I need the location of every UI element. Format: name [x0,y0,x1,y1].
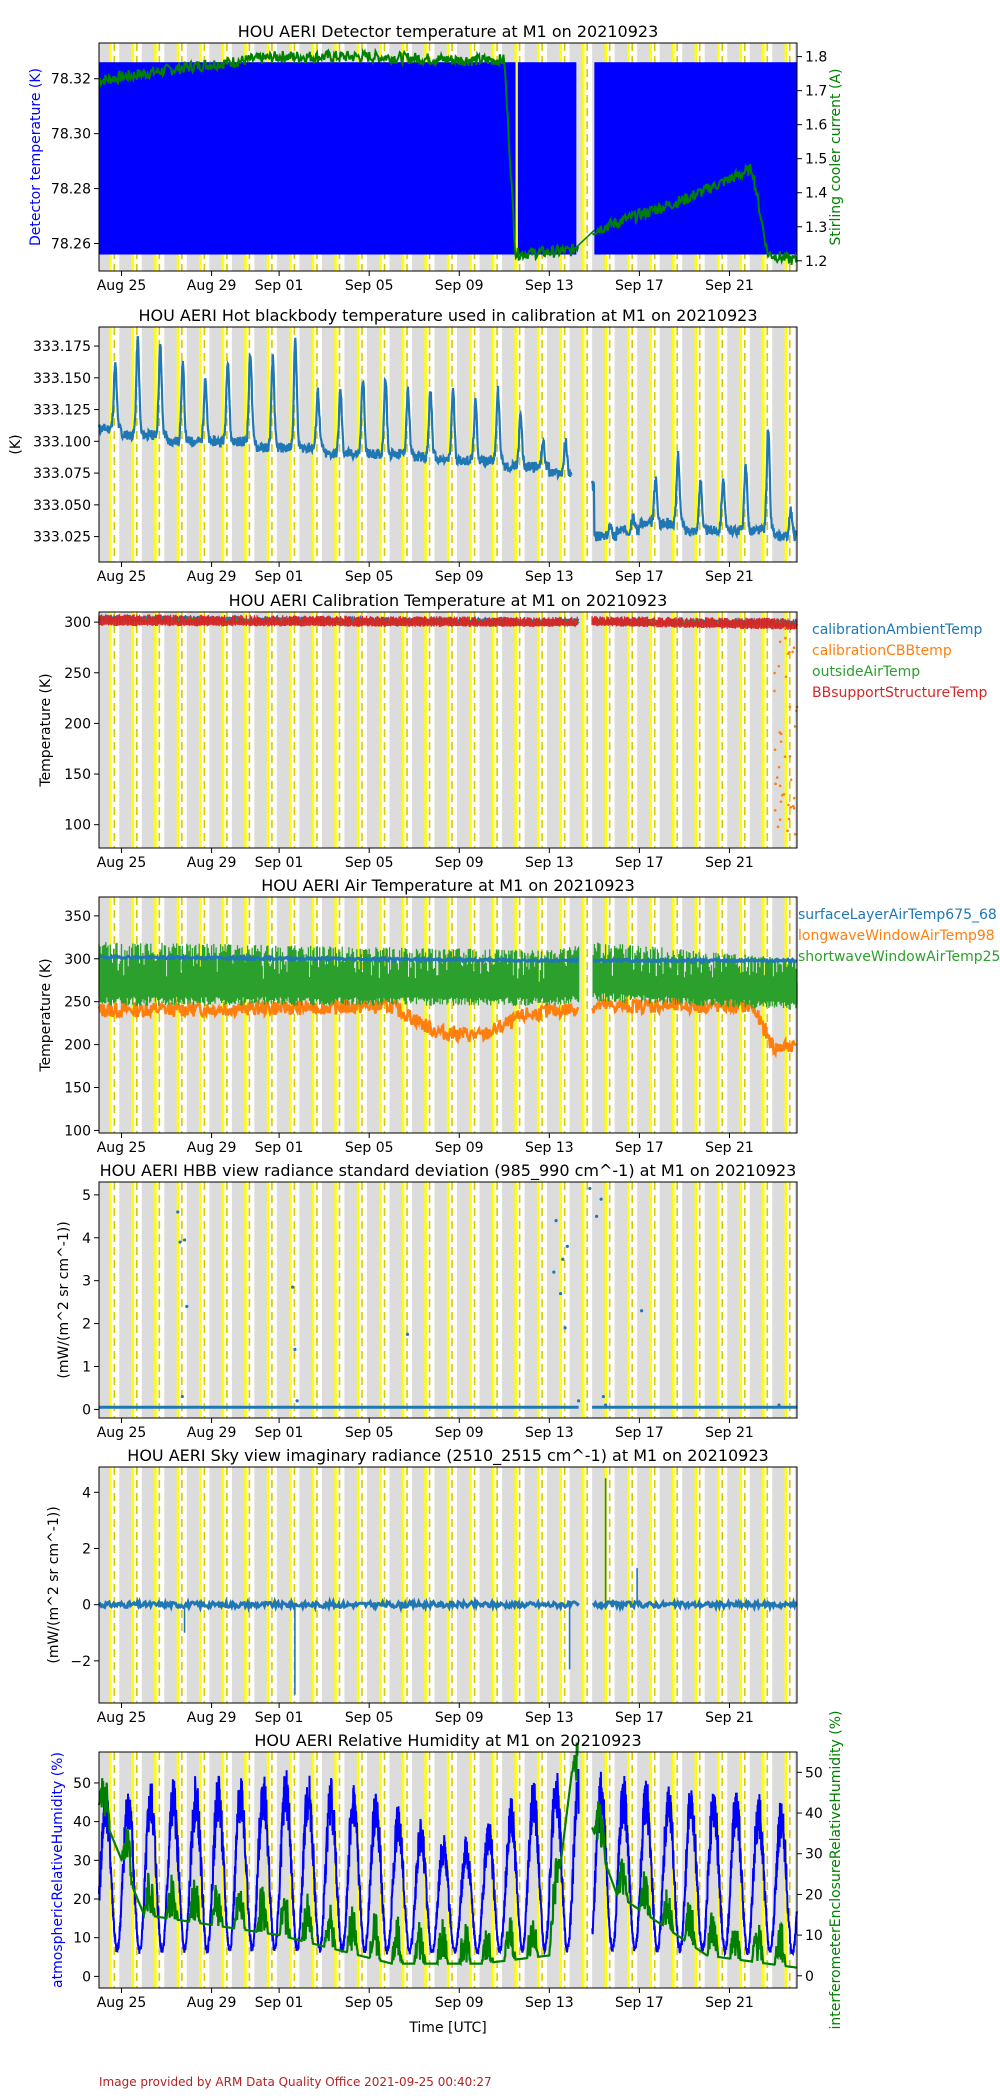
y-axis-label: atmosphericRelativeHumidity (%) [50,1752,66,1988]
y-tick-label: 150 [64,767,91,784]
y-tick-label: 250 [64,994,91,1011]
x-tick-label: Sep 09 [434,1425,484,1441]
y-tick-label: 250 [64,665,91,682]
stddev-point [293,1348,296,1351]
x-tick-label: Sep 09 [434,1140,484,1156]
stddev-point [595,1215,598,1218]
cbb-temp-point [784,637,787,640]
cbb-temp-point [781,794,784,797]
y-tick-label: 333.175 [33,339,91,356]
x-tick-label: Sep 17 [615,855,664,871]
x-tick-label: Sep 01 [254,1425,304,1441]
y2-tick-label: 1.8 [805,49,828,66]
x-tick-label: Aug 25 [96,1425,147,1441]
x-tick-label: Sep 13 [524,855,574,871]
cbb-temp-point [786,830,789,833]
x-tick-label: Sep 09 [434,855,484,871]
x-tick-label: Sep 13 [524,1140,574,1156]
x-tick-label: Aug 29 [186,1710,237,1726]
cbb-temp-point [790,806,793,809]
y-tick-label: 333.150 [33,370,91,387]
y2-tick-label: 50 [805,1765,823,1782]
x-tick-label: Sep 09 [434,278,484,294]
chart-hbb-temperature [8,306,797,585]
y-tick-label: 333.025 [33,529,91,546]
chart-title: HOU AERI HBB view radiance standard deviation (985_990 cm^-1) at M1 on 20210923 [99,1161,797,1180]
detector-temp-band [518,62,577,254]
x-tick-label: Sep 21 [705,855,754,871]
cbb-temp-point [774,748,777,751]
cbb-temp-point [778,731,781,734]
footer-credit: Image provided by ARM Data Quality Office 2021-09-25 00:40:27 [99,2075,492,2089]
stddev-point [566,1245,569,1248]
y-tick-label: 1 [82,1359,91,1376]
chart-relative-humidity [50,1711,844,2037]
x-tick-label: Sep 13 [524,278,574,294]
x-tick-label: Aug 29 [186,278,237,294]
stddev-point [176,1210,179,1213]
y-axis-label: Detector temperature (K) [28,67,44,247]
stddev-point [588,1187,591,1190]
legend-entry: surfaceLayerAirTemp675_68 [798,907,997,923]
x-tick-label: Sep 17 [615,569,664,585]
y-tick-label: 5 [82,1187,91,1204]
cbb-temp-point [787,804,790,807]
x-tick-label: Sep 09 [434,1710,484,1726]
y-tick-label: 150 [64,1080,91,1097]
cbb-temp-point [790,778,793,781]
x-tick-label: Sep 05 [344,1995,394,2011]
x-tick-label: Sep 17 [615,1710,664,1726]
y-tick-label: 200 [64,716,91,733]
x-tick-label: Sep 17 [615,278,664,294]
y-tick-label: 0 [82,1402,91,1419]
x-tick-label: Sep 21 [705,278,754,294]
chart-title: HOU AERI Detector temperature at M1 on 20210923 [237,22,659,41]
x-axis-label: Time [UTC] [409,2020,487,2036]
x-tick-label: Aug 25 [96,278,147,294]
cbb-temp-point [793,646,796,649]
y-tick-label: 333.075 [33,466,91,483]
stddev-point [178,1240,181,1243]
stddev-point [183,1238,186,1241]
chart-hbb-radiance-stddev [56,1161,797,1441]
stddev-point [777,1404,780,1407]
x-tick-label: Aug 29 [186,1995,237,2011]
y-tick-label: 300 [64,615,91,632]
chart-title: HOU AERI Air Temperature at M1 on 20210923 [261,876,635,895]
chart-detector-temperature [28,22,844,294]
cbb-temp-point [788,651,791,654]
x-tick-label: Sep 05 [344,855,394,871]
y-tick-label: 3 [82,1273,91,1290]
x-tick-label: Aug 29 [186,569,237,585]
legend-entry: calibrationAmbientTemp [812,622,983,638]
x-tick-label: Aug 29 [186,1140,237,1156]
stddev-point [296,1399,299,1402]
cbb-temp-point [793,797,796,800]
cbb-temp-point [788,818,791,821]
cbb-temp-point [779,785,782,788]
stddev-point [406,1333,409,1336]
y-tick-label: 333.050 [33,497,91,514]
y-tick-label: 333.125 [33,402,91,419]
x-tick-label: Sep 21 [705,569,754,585]
chart-title: HOU AERI Relative Humidity at M1 on 20210923 [254,1731,642,1750]
chart-title: HOU AERI Calibration Temperature at M1 on 20210923 [228,591,668,610]
cbb-temp-point [783,626,786,629]
y-tick-label: 350 [64,908,91,925]
y2-tick-label: 40 [805,1806,823,1823]
y-tick-label: 100 [64,817,91,834]
stddev-point [602,1395,605,1398]
y-tick-label: 300 [64,951,91,968]
stddev-point [600,1198,603,1201]
y-tick-label: 4 [82,1230,91,1247]
legend-entry: longwaveWindowAirTemp98 [798,928,995,944]
stddev-point [185,1305,188,1308]
y-tick-label: 100 [64,1123,91,1140]
stddev-point [554,1219,557,1222]
cbb-temp-point [784,755,787,758]
y-axis-label: (K) [8,434,24,455]
x-tick-label: Sep 21 [705,1710,754,1726]
cbb-temp-point [779,818,782,821]
stddev-point [577,1399,580,1402]
cbb-temp-point [789,706,792,709]
x-tick-label: Sep 17 [615,1140,664,1156]
y2-tick-label: 1.5 [805,151,828,168]
y-tick-label: 2 [82,1541,91,1558]
y-tick-label: 20 [73,1892,91,1909]
cbb-temp-point [793,807,796,810]
stddev-point [559,1292,562,1295]
cbb-temp-point [774,809,777,812]
x-tick-label: Sep 05 [344,278,394,294]
chart-sky-imaginary-radiance [46,1446,797,1726]
x-tick-label: Sep 09 [434,1995,484,2011]
x-tick-label: Sep 17 [615,1425,664,1441]
cbb-temp-point [791,651,794,654]
stddev-point [552,1271,555,1274]
x-tick-label: Sep 01 [254,1995,304,2011]
cbb-temp-point [778,665,781,668]
cbb-temp-point [778,766,781,769]
x-tick-label: Sep 01 [254,278,304,294]
y-axis-label: Temperature (K) [38,673,54,787]
cbb-temp-point [773,672,776,675]
cbb-temp-point [789,755,792,758]
stddev-point [291,1286,294,1289]
legend-entry: calibrationCBBtemp [812,643,952,659]
x-tick-label: Aug 25 [96,1995,147,2011]
y-tick-label: 50 [73,1775,91,1792]
x-tick-label: Sep 09 [434,569,484,585]
y2-tick-label: 20 [805,1887,823,1904]
y-tick-label: 78.30 [50,126,91,143]
x-tick-label: Sep 21 [705,1140,754,1156]
x-tick-label: Aug 25 [96,569,147,585]
x-tick-label: Sep 01 [254,1710,304,1726]
x-tick-label: Sep 05 [344,1425,394,1441]
x-tick-label: Sep 05 [344,1710,394,1726]
x-tick-label: Sep 05 [344,569,394,585]
x-tick-label: Sep 13 [524,1995,574,2011]
cbb-temp-point [779,641,782,644]
x-tick-label: Aug 25 [96,1710,147,1726]
cbb-temp-point [794,725,797,728]
x-tick-label: Sep 17 [615,1995,664,2011]
cbb-temp-point [794,833,797,836]
x-tick-label: Sep 13 [524,1425,574,1441]
cbb-temp-point [780,800,783,803]
y-tick-label: 333.100 [33,434,91,451]
detector-temp-band [594,62,797,254]
y-tick-label: 0 [82,1597,91,1614]
y2-axis-label: Stirling cooler current (A) [828,68,844,246]
cbb-temp-point [773,690,776,693]
x-tick-label: Aug 25 [96,1140,147,1156]
x-tick-label: Sep 21 [705,1995,754,2011]
legend-entry: shortwaveWindowAirTemp25 [798,949,1000,965]
y-tick-label: −2 [70,1653,91,1670]
y2-tick-label: 1.4 [805,185,828,202]
y-tick-label: 78.28 [50,181,91,198]
y-tick-label: 0 [82,1969,91,1986]
stddev-point [640,1309,643,1312]
y2-tick-label: 1.3 [805,219,828,236]
x-tick-label: Sep 01 [254,855,304,871]
y2-tick-label: 1.7 [805,83,828,100]
cbb-temp-point [780,740,783,743]
y-tick-label: 2 [82,1316,91,1333]
y-tick-label: 78.26 [50,236,91,253]
y2-tick-label: 10 [805,1928,823,1945]
x-tick-label: Sep 21 [705,1425,754,1441]
cbb-temp-point [785,675,788,678]
y-tick-label: 40 [73,1814,91,1831]
chart-title: HOU AERI Sky view imaginary radiance (2510_2515 cm^-1) at M1 on 20210923 [127,1446,769,1465]
x-tick-label: Aug 29 [186,855,237,871]
cbb-temp-point [774,783,777,786]
x-tick-label: Sep 05 [344,1140,394,1156]
y2-axis-label: interferometerEnclosureRelativeHumidity (%) [828,1710,844,2030]
y-axis-label: Temperature (K) [38,958,54,1072]
stddev-point [181,1395,184,1398]
cbb-temp-point [776,776,779,779]
chart-calibration-temperature [38,591,988,871]
chart-air-temperature [38,876,1000,1156]
detector-temp-band [99,62,516,254]
x-tick-label: Aug 25 [96,855,147,871]
y-tick-label: 78.32 [50,71,91,88]
stddev-point [563,1326,566,1329]
y2-tick-label: 30 [805,1846,823,1863]
x-tick-label: Sep 01 [254,1140,304,1156]
y-axis-label: (mW/(m^2 sr cm^-1)) [56,1221,72,1379]
y-tick-label: 4 [82,1485,91,1502]
x-tick-label: Sep 13 [524,569,574,585]
legend-entry: outsideAirTemp [812,664,921,680]
y-tick-label: 200 [64,1037,91,1054]
x-tick-label: Aug 29 [186,1425,237,1441]
y2-tick-label: 1.6 [805,117,828,134]
stddev-point [604,1404,607,1407]
y-tick-label: 30 [73,1853,91,1870]
cbb-temp-point [777,826,780,829]
y-tick-label: 10 [73,1930,91,1947]
stddev-point [561,1258,564,1261]
y2-tick-label: 1.2 [805,253,828,270]
y-axis-label: (mW/(m^2 sr cm^-1)) [46,1506,62,1664]
chart-title: HOU AERI Hot blackbody temperature used in calibration at M1 on 20210923 [138,306,758,325]
y2-tick-label: 0 [805,1968,814,1985]
x-tick-label: Sep 13 [524,1710,574,1726]
legend-entry: BBsupportStructureTemp [812,685,988,701]
x-tick-label: Sep 01 [254,569,304,585]
